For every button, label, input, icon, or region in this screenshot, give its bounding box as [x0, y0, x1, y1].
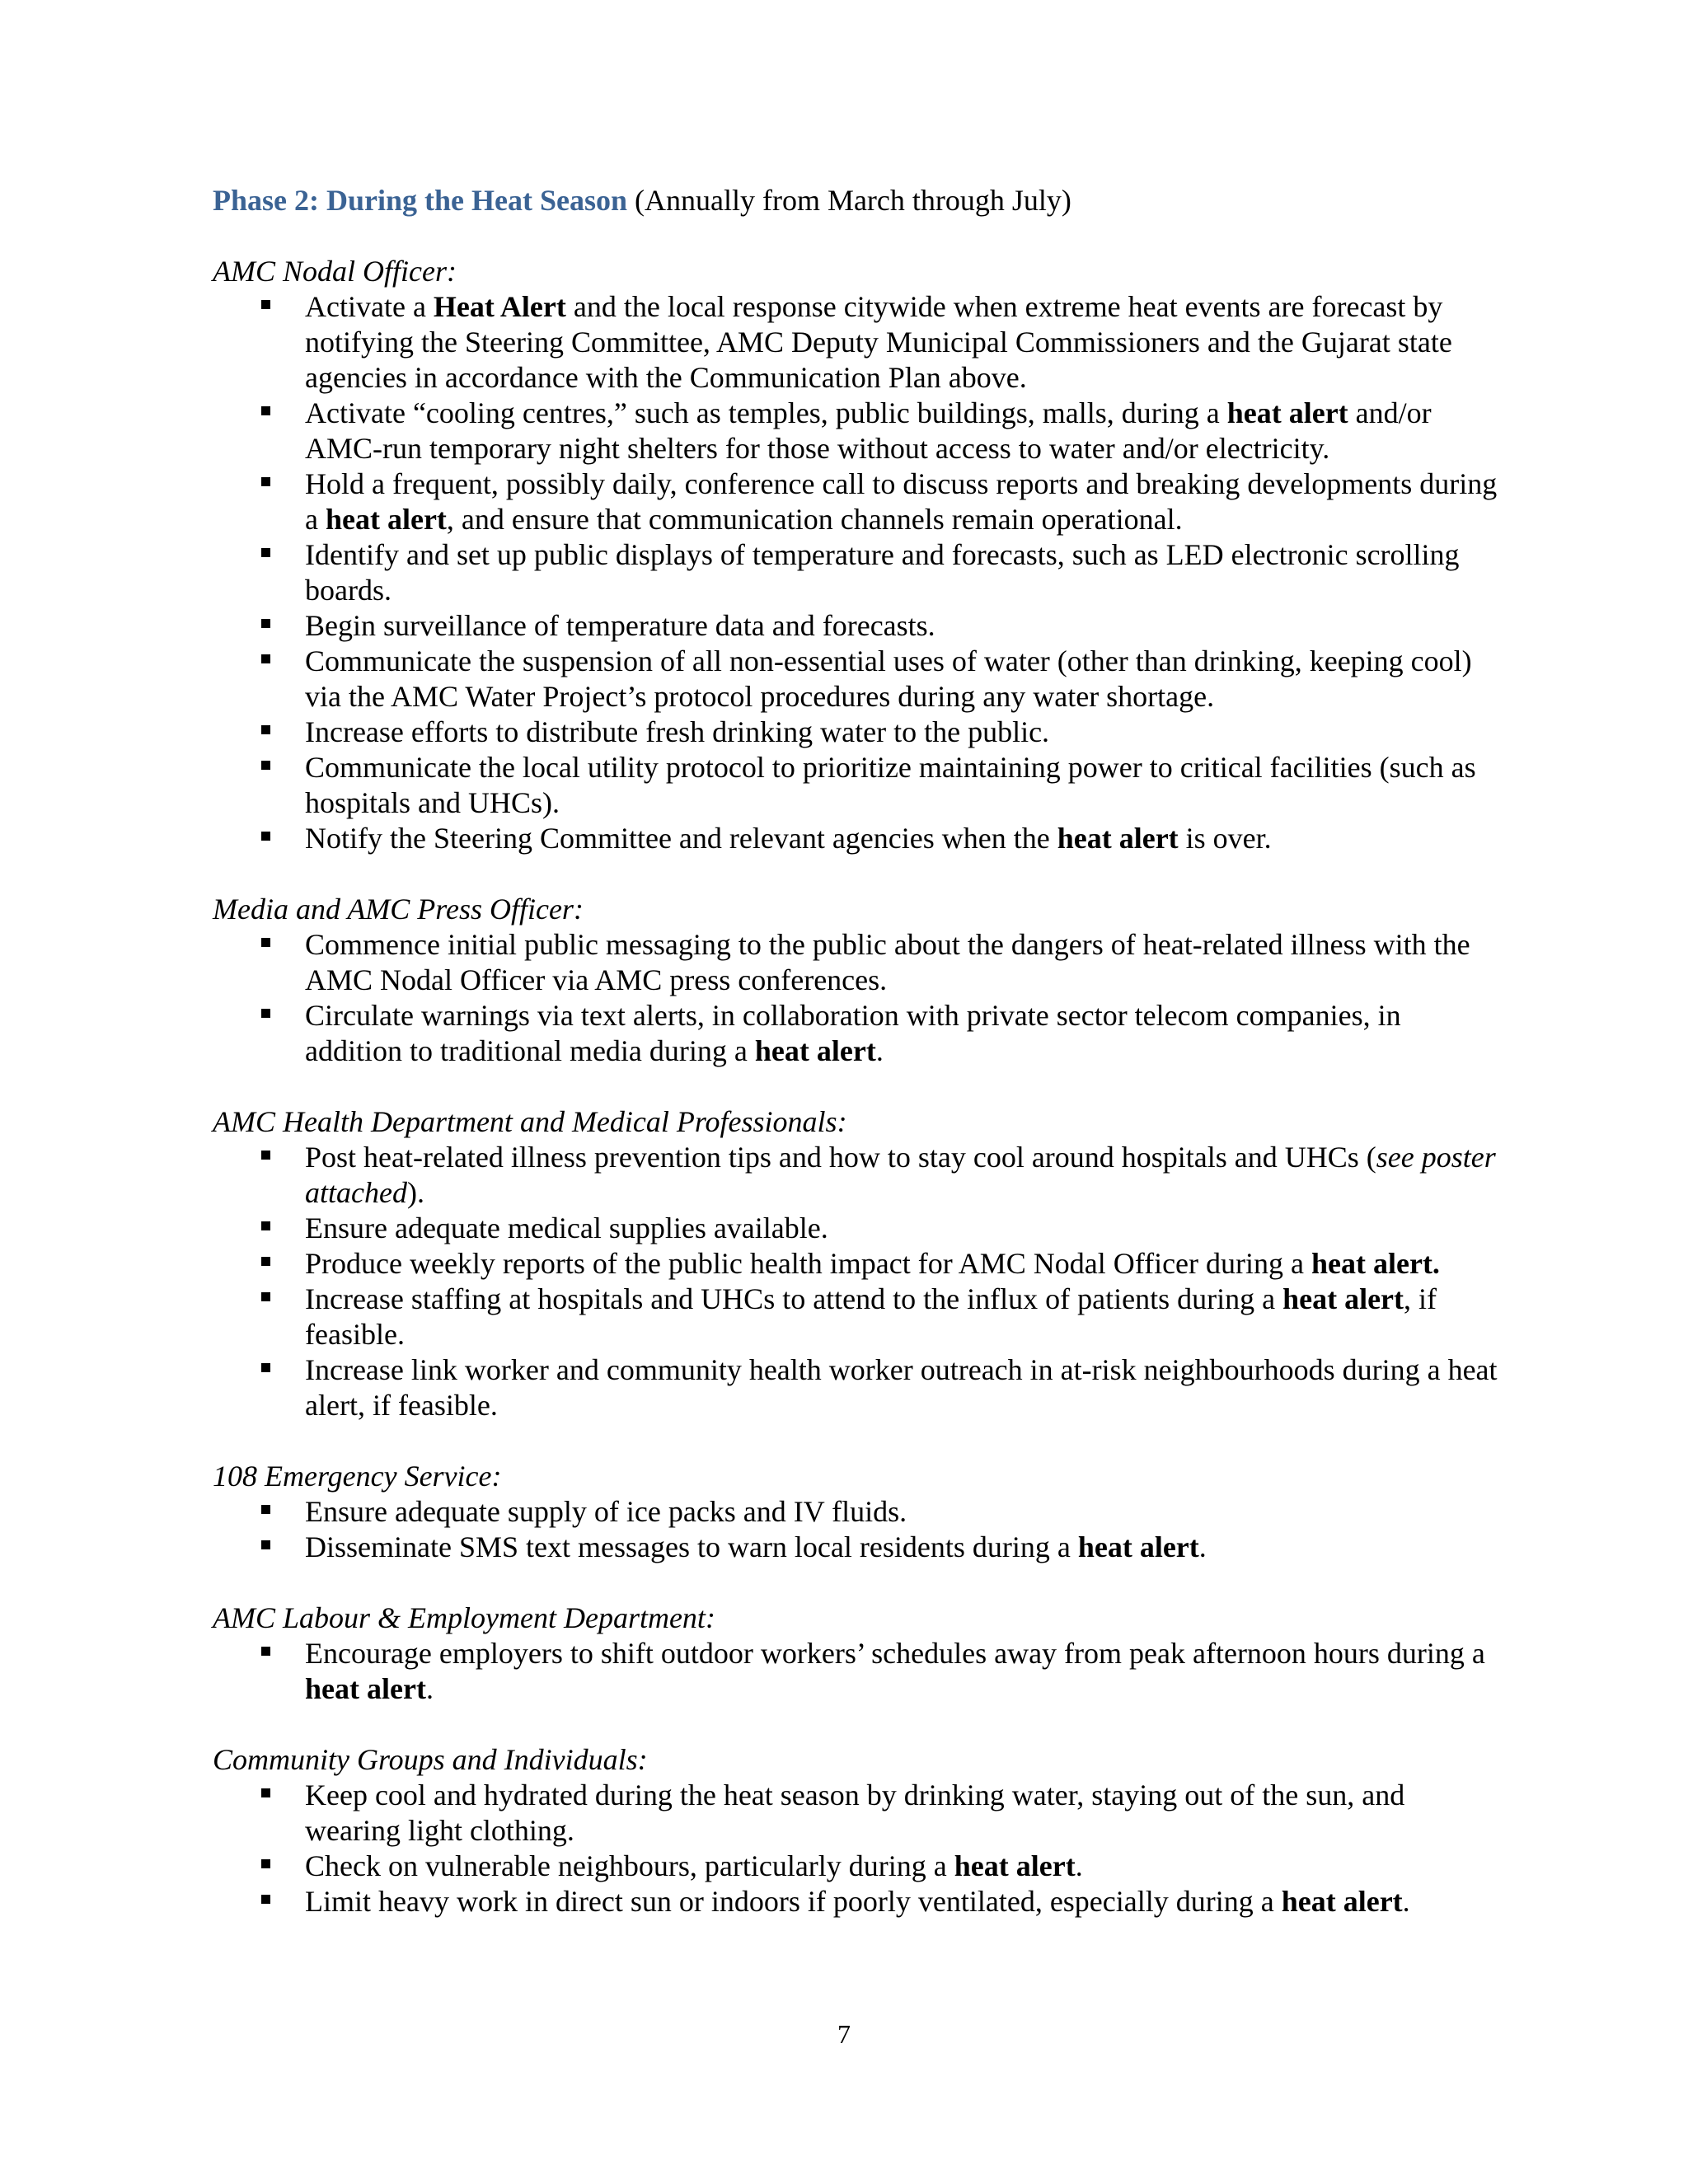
bullet-list: [213, 1778, 1498, 1919]
italic-text: see poster attached: [305, 1141, 1496, 1209]
list-item: [213, 715, 1498, 750]
list-item: [213, 821, 1498, 856]
square-bullet-icon: [261, 1151, 270, 1160]
section: [213, 1601, 1498, 1707]
bold-text: heat alert: [754, 1034, 876, 1067]
list-item: [213, 1636, 1498, 1707]
bullet-list: [213, 927, 1498, 1069]
square-bullet-icon: [261, 1221, 270, 1230]
square-bullet-icon: [261, 1292, 270, 1301]
item-text: Hold a frequent, possibly daily, conference call to discuss reports and breaking developments during a: [305, 467, 1498, 536]
item-text: Activate a: [305, 290, 434, 323]
section-heading: AMC Health Department and Medical Professionals:: [213, 1105, 847, 1138]
list-item: [213, 1778, 1498, 1849]
section-heading: AMC Labour & Employment Department:: [213, 1601, 715, 1634]
item-text: Begin surveillance of temperature data and forecasts.: [305, 609, 935, 642]
bold-text: heat alert: [1077, 1530, 1199, 1563]
item-text: Identify and set up public displays of temperature and forecasts, such as LED electronic scrolling boards.: [305, 538, 1460, 607]
bold-text: heat alert.: [1311, 1247, 1440, 1280]
bold-text: heat alert: [325, 503, 447, 536]
section-heading: Media and AMC Press Officer:: [213, 893, 584, 926]
list-item: [213, 1884, 1498, 1919]
item-text: Produce weekly reports of the public health impact for AMC Nodal Officer during a: [305, 1247, 1311, 1280]
bullet-list: [213, 1140, 1498, 1423]
section: [213, 1459, 1498, 1565]
bold-text: heat alert: [1282, 1282, 1404, 1315]
item-text: Keep cool and hydrated during the heat season by drinking water, staying out of the sun, and wearing light clothing.: [305, 1779, 1405, 1847]
item-text: Check on vulnerable neighbours, particularly during a: [305, 1849, 954, 1882]
list-item: [213, 927, 1498, 998]
list-item: [213, 466, 1498, 537]
square-bullet-icon: [261, 1363, 270, 1372]
bold-text: heat alert: [1281, 1885, 1403, 1918]
item-text: Communicate the suspension of all non-essential uses of water (other than drinking, keeping cool) via the AMC Water Project’s protocol procedures during any water shortage.: [305, 644, 1472, 713]
square-bullet-icon: [261, 1009, 270, 1018]
item-text: Encourage employers to shift outdoor workers’ schedules away from peak afternoon hours during a: [305, 1637, 1485, 1670]
list-item: [213, 644, 1498, 715]
list-item: [213, 998, 1498, 1069]
item-text: Communicate the local utility protocol to prioritize maintaining power to critical facilities (such as hospitals and UHCs).: [305, 751, 1476, 819]
list-item: [213, 750, 1498, 821]
square-bullet-icon: [261, 654, 270, 663]
sections-container: [213, 254, 1498, 1919]
square-bullet-icon: [261, 1540, 270, 1549]
bullet-list: [213, 1636, 1498, 1707]
list-item: [213, 1246, 1498, 1282]
bold-text: Heat Alert: [433, 290, 566, 323]
section: [213, 1104, 1498, 1423]
item-text: Disseminate SMS text messages to warn local residents during a: [305, 1530, 1078, 1563]
square-bullet-icon: [261, 832, 270, 841]
list-item: [213, 1494, 1498, 1530]
square-bullet-icon: [261, 761, 270, 770]
item-text: ).: [406, 1176, 424, 1209]
square-bullet-icon: [261, 477, 270, 486]
item-text: , if feasible.: [305, 1282, 1437, 1351]
square-bullet-icon: [261, 1647, 270, 1656]
phase-subtitle: (Annually from March through July): [627, 184, 1071, 217]
item-text: and the local response citywide when extreme heat events are forecast by notifying the Steering Committee, AMC Deputy Municipal Commissioners and the Gujarat state agencies in accordance with the Communication Plan above.: [305, 290, 1452, 394]
square-bullet-icon: [261, 548, 270, 557]
list-item: [213, 608, 1498, 644]
phase-heading: [213, 183, 1498, 218]
list-item: [213, 1352, 1498, 1423]
item-text: and/or AMC-run temporary night shelters for those without access to water and/or electricity.: [305, 396, 1432, 465]
section-heading: Community Groups and Individuals:: [213, 1743, 648, 1776]
section: [213, 1742, 1498, 1919]
item-text: , and ensure that communication channels remain operational.: [446, 503, 1183, 536]
item-text: Ensure adequate medical supplies available.: [305, 1212, 828, 1244]
page-number: 7: [837, 2019, 851, 2049]
item-text: .: [425, 1672, 434, 1705]
item-text: Notify the Steering Committee and relevant agencies when the: [305, 822, 1057, 855]
item-text: Increase staffing at hospitals and UHCs to attend to the influx of patients during a: [305, 1282, 1283, 1315]
square-bullet-icon: [261, 1788, 270, 1797]
bullet-list: [213, 1494, 1498, 1565]
square-bullet-icon: [261, 300, 270, 309]
item-text: Increase efforts to distribute fresh drinking water to the public.: [305, 715, 1050, 748]
item-text: .: [1075, 1849, 1083, 1882]
item-text: is over.: [1178, 822, 1272, 855]
list-item: [213, 289, 1498, 396]
page-content: [213, 183, 1498, 1955]
item-text: .: [875, 1034, 884, 1067]
list-item: [213, 1530, 1498, 1565]
item-text: Activate “cooling centres,” such as temples, public buildings, malls, during a: [305, 396, 1227, 429]
bold-text: heat alert: [954, 1849, 1076, 1882]
item-text: Ensure adequate supply of ice packs and IV fluids.: [305, 1495, 907, 1528]
square-bullet-icon: [261, 1505, 270, 1514]
bold-text: heat alert: [1057, 822, 1179, 855]
section: [213, 892, 1498, 1069]
section-heading: 108 Emergency Service:: [213, 1460, 502, 1493]
item-text: Increase link worker and community health worker outreach in at-risk neighbourhoods during a heat alert, if feasible.: [305, 1353, 1498, 1422]
list-item: [213, 1849, 1498, 1884]
square-bullet-icon: [261, 938, 270, 947]
item-text: .: [1402, 1885, 1410, 1918]
list-item: [213, 396, 1498, 466]
bold-text: heat alert: [305, 1672, 426, 1705]
square-bullet-icon: [261, 725, 270, 734]
square-bullet-icon: [261, 619, 270, 628]
item-text: Limit heavy work in direct sun or indoors if poorly ventilated, especially during a: [305, 1885, 1282, 1918]
square-bullet-icon: [261, 1859, 270, 1868]
phase-title: Phase 2: During the Heat Season: [213, 184, 627, 217]
section-heading: AMC Nodal Officer:: [213, 255, 457, 288]
section: [213, 254, 1498, 856]
square-bullet-icon: [261, 1257, 270, 1266]
item-text: .: [1198, 1530, 1207, 1563]
square-bullet-icon: [261, 1895, 270, 1904]
item-text: Commence initial public messaging to the public about the dangers of heat-related illness with the AMC Nodal Officer via AMC press conferences.: [305, 928, 1470, 996]
item-text: Post heat-related illness prevention tips and how to stay cool around hospitals and UHCs (: [305, 1141, 1376, 1174]
item-text: Circulate warnings via text alerts, in collaboration with private sector telecom companies, in addition to traditional media during a: [305, 999, 1401, 1067]
list-item: [213, 1211, 1498, 1246]
list-item: [213, 537, 1498, 608]
bullet-list: [213, 289, 1498, 856]
list-item: [213, 1140, 1498, 1211]
square-bullet-icon: [261, 406, 270, 415]
list-item: [213, 1282, 1498, 1352]
bold-text: heat alert: [1226, 396, 1348, 429]
